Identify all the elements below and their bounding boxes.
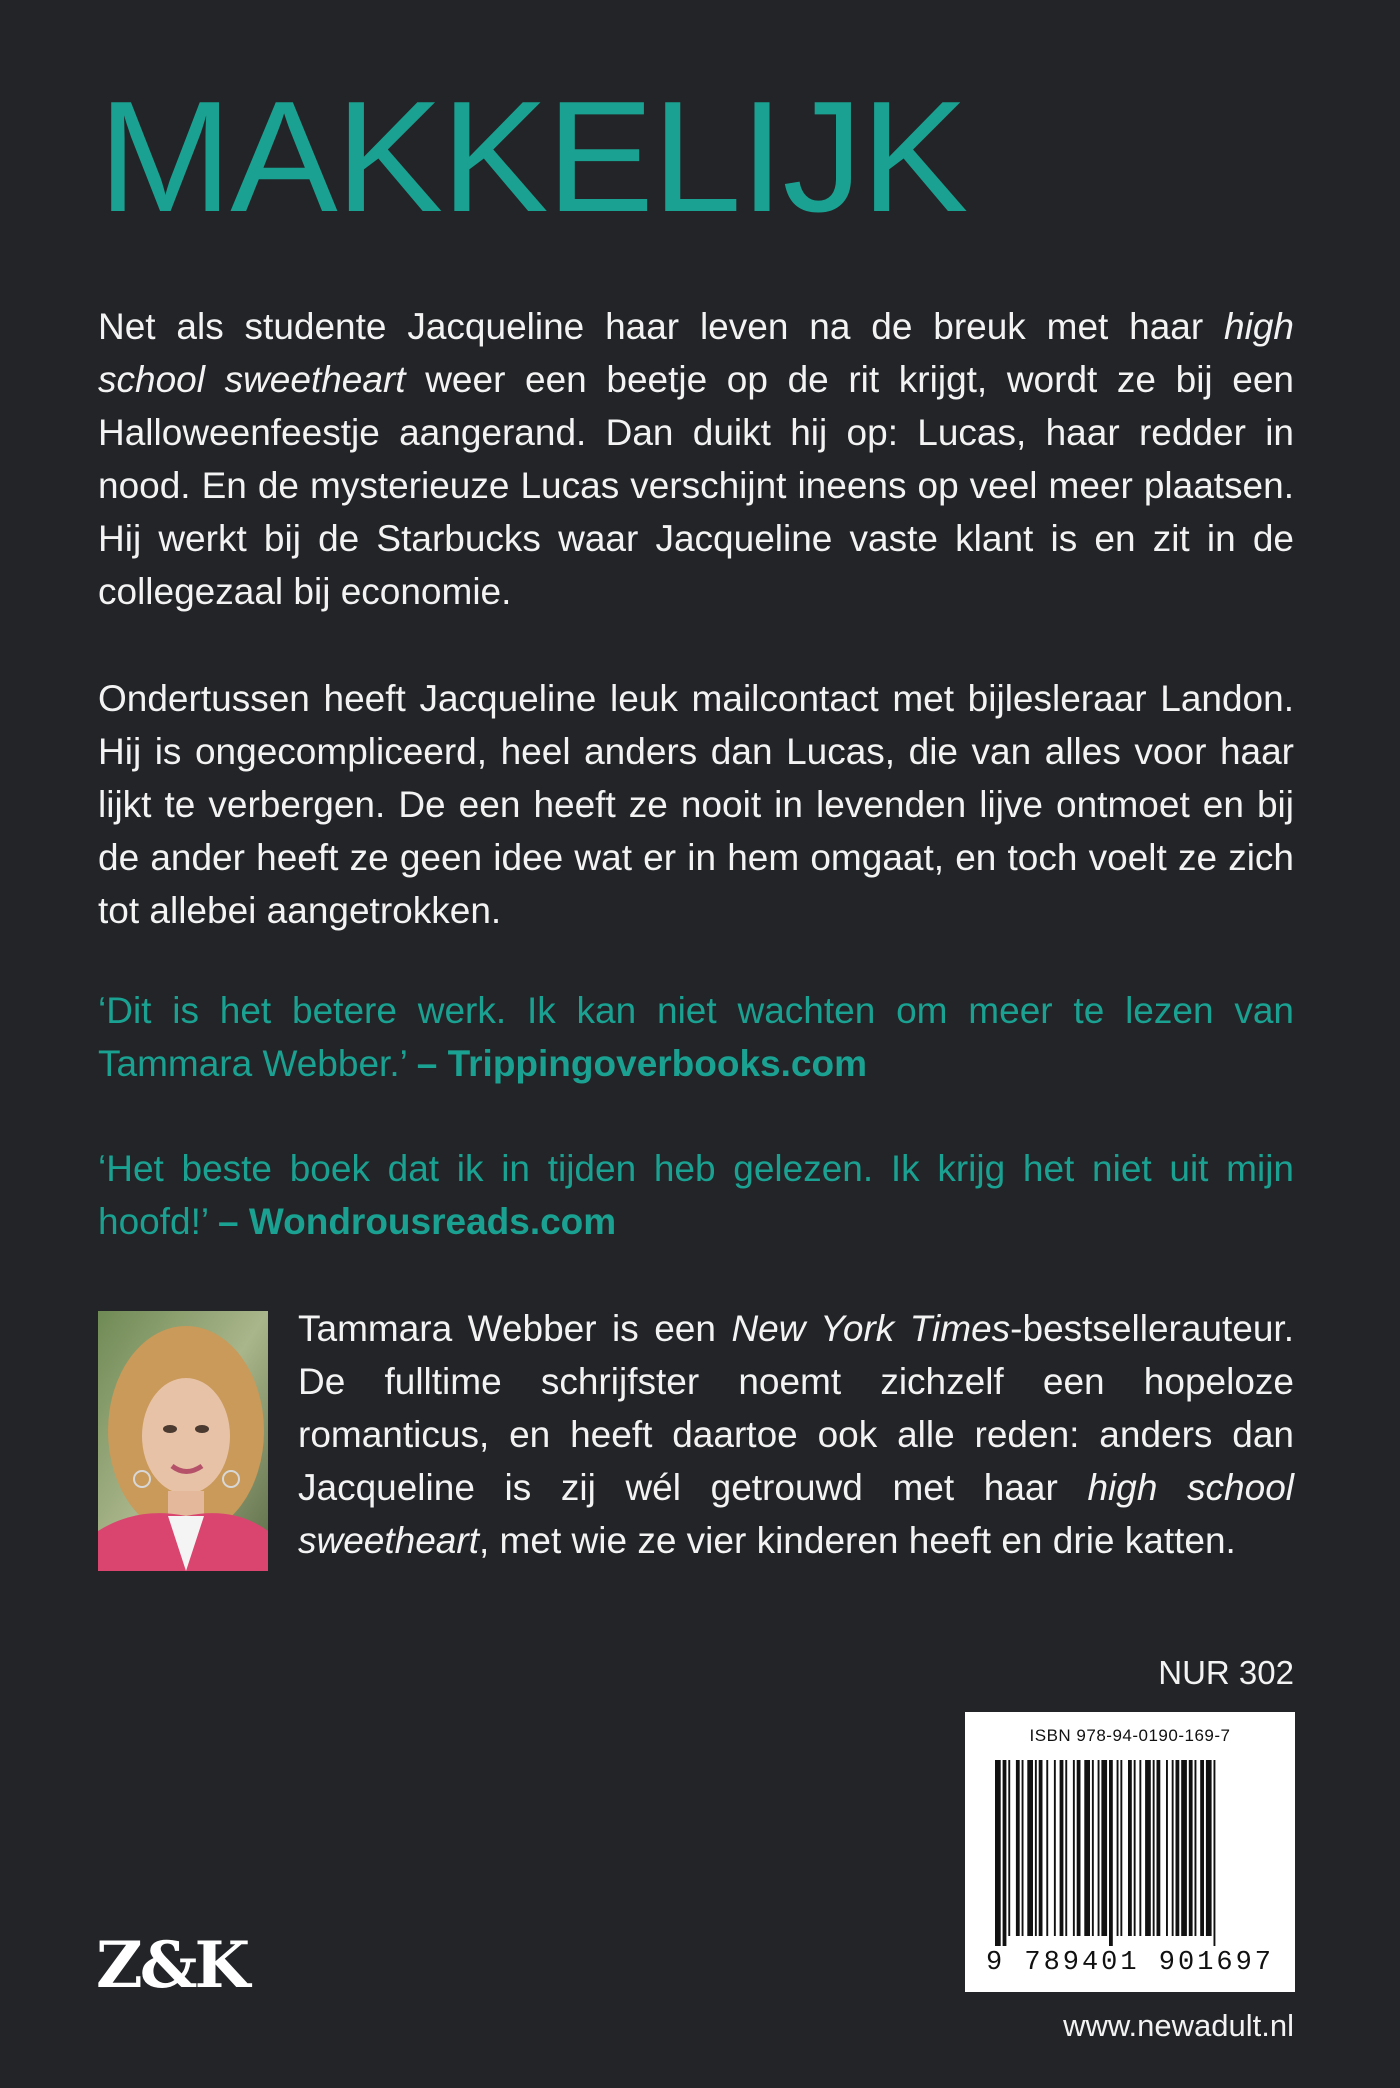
barcode-bar bbox=[1117, 1760, 1119, 1936]
barcode-bars bbox=[995, 1760, 1265, 1946]
barcode-bar bbox=[1054, 1760, 1056, 1936]
barcode-bar bbox=[1157, 1760, 1161, 1936]
publisher-logo: Z&K bbox=[96, 1928, 248, 2003]
barcode-bar bbox=[1046, 1760, 1048, 1936]
website-url: www.newadult.nl bbox=[1063, 2008, 1294, 2043]
author-bio-b: New York Times bbox=[731, 1308, 1011, 1349]
review-quote-2 bbox=[98, 1142, 1294, 1248]
barcode-bar bbox=[1120, 1760, 1122, 1936]
barcode-bar bbox=[1128, 1760, 1132, 1936]
author-bio bbox=[298, 1302, 1294, 1567]
barcode-bar bbox=[1060, 1760, 1064, 1936]
barcode-bar bbox=[1214, 1760, 1216, 1946]
barcode-bar bbox=[1003, 1760, 1007, 1946]
blurb-text-1b: high school sweetheart bbox=[98, 306, 1294, 400]
isbn-barcode bbox=[965, 1712, 1295, 1992]
barcode-bar bbox=[1181, 1760, 1187, 1936]
barcode-bar bbox=[1022, 1760, 1024, 1936]
barcode-bar bbox=[1016, 1760, 1020, 1936]
author-portrait-image bbox=[98, 1311, 268, 1571]
blurb-paragraph-1 bbox=[98, 300, 1294, 618]
blurb-text-1a: Net als studente Jacqueline haar leven na de breuk met haar bbox=[98, 306, 1225, 347]
barcode-bar bbox=[1139, 1760, 1141, 1936]
barcode-bar bbox=[1145, 1760, 1151, 1936]
barcode-bar bbox=[1101, 1760, 1107, 1936]
barcode-bar bbox=[1166, 1760, 1168, 1936]
review-quote-2-text: ‘Het beste boek dat ik in tijden heb gelezen. Ik krijg het niet uit mijn hoofd!’ bbox=[98, 1148, 1294, 1242]
author-photo bbox=[98, 1311, 268, 1571]
barcode-bar bbox=[1176, 1760, 1180, 1936]
blurb-text-1c: weer een beetje op de rit krijgt, wordt ze bij een Halloweenfeestje aangerand. Dan duikt hij op: Lucas, haar redder in nood. En de mysterieuze Lucas verschijnt ineens op veel meer plaatsen. Hij werkt bij de Starbucks waar Jacqueline vaste klant is en zit in de collegezaal bij economie. bbox=[98, 359, 1294, 612]
isbn-digits: 9 789401 901697 bbox=[985, 1948, 1275, 1978]
barcode-bar bbox=[1073, 1760, 1075, 1936]
barcode-bar bbox=[1172, 1760, 1174, 1936]
nur-code: NUR 302 bbox=[1158, 1654, 1294, 1691]
author-bio-e: , met wie ze vier kinderen heeft en drie katten. bbox=[479, 1520, 1236, 1561]
barcode-bar bbox=[1027, 1760, 1033, 1936]
barcode-bar bbox=[1195, 1760, 1197, 1936]
barcode-bar bbox=[995, 1760, 1001, 1946]
review-quote-1-source: – Trippingoverbooks.com bbox=[416, 1043, 867, 1084]
author-bio-a: Tammara Webber is een bbox=[298, 1308, 732, 1349]
blurb-paragraph-2: Ondertussen heeft Jacqueline leuk mailcontact met bijlesleraar Landon. Hij is ongecompliceerd, heel anders dan Lucas, die van alles voor haar lijkt te verbergen. De een heeft ze nooit in levenden lijve ontmoet en bij de ander heeft ze geen idee wat er in hem omgaat, en toch voelt ze zich tot allebei aangetrokken. bbox=[98, 678, 1294, 931]
barcode-bar bbox=[1189, 1760, 1193, 1936]
author-bio-d: high school sweetheart bbox=[298, 1467, 1294, 1561]
review-quote-1-text: ‘Dit is het betere werk. Ik kan niet wachten om meer te lezen van Tammara Webber.’ bbox=[98, 990, 1294, 1084]
barcode-bar bbox=[1134, 1760, 1136, 1936]
barcode-bar bbox=[1098, 1760, 1100, 1936]
barcode-bar bbox=[1035, 1760, 1037, 1936]
isbn-label: ISBN 978-94-0190-169-7 bbox=[1029, 1726, 1231, 1745]
barcode-bar bbox=[1065, 1760, 1067, 1936]
barcode-bar bbox=[1109, 1760, 1113, 1946]
book-title: MAKKELIJK bbox=[98, 69, 967, 245]
barcode-bar bbox=[1206, 1760, 1212, 1936]
barcode-bar bbox=[1092, 1760, 1094, 1936]
review-quote-1 bbox=[98, 984, 1294, 1090]
barcode-bar bbox=[1084, 1760, 1090, 1936]
barcode-bar bbox=[1039, 1760, 1043, 1936]
barcode-bar bbox=[1153, 1760, 1155, 1936]
review-quote-2-source: – Wondrousreads.com bbox=[218, 1201, 617, 1242]
barcode-bar bbox=[1008, 1760, 1010, 1936]
author-bio-c: -bestsellerauteur. De fulltime schrijfster noemt zichzelf een hopeloze romanticus, en heeft daartoe ook alle reden: anders dan Jacqueline is zij wél getrouwd met haar bbox=[298, 1308, 1294, 1508]
barcode-bar bbox=[1200, 1760, 1204, 1936]
barcode-bar bbox=[1077, 1760, 1081, 1936]
